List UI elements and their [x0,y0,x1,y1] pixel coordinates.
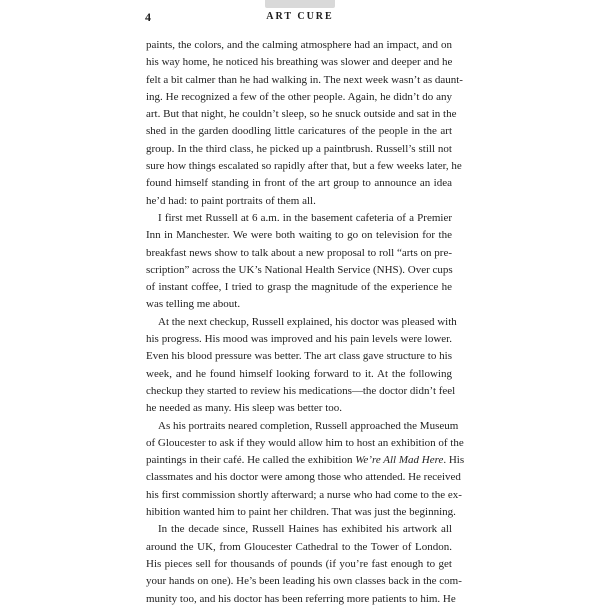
text-line: of Gloucester to ask if they would allow him to host an exhibition of the [146,436,464,449]
text-line: sure how things escalated so rapidly after that, but a few weeks later, he [146,160,462,173]
text-line: felt a bit calmer than he had walking in. The next week wasn’t as daunt- [146,73,463,86]
text-line: week, and he found himself looking forward to it. At the following [146,367,452,380]
paragraph [146,314,457,418]
text-line: around the UK, from Gloucester Cathedral to the Tower of London. [146,540,452,553]
text-line: breakfast news show to talk about a new proposal to roll “arts on pre- [146,246,452,259]
text-line: your hands on one). He’s been leading his own classes back in the com- [146,575,462,588]
paragraph [146,37,463,210]
text-line: checkup they started to review his medications—the doctor didn’t feel [146,384,456,397]
exhibition-title: We’re All Mad Here [355,454,444,467]
text-line: His pieces sell for thousands of pounds (if you’re fast enough to get [146,557,452,570]
text-line: was telling me about. [146,298,241,311]
text-line: Even his blood pressure was better. The art class gave structure to his [146,350,452,363]
text-line: ing. He recognized a few of the other people. Again, he didn’t do any [146,90,452,103]
text-line: munity too, and his doctor has been referring more patients to him. He [146,592,456,605]
text-line: scription” across the UK’s National Health Service (NHS). Over cups [146,263,453,276]
text-line: As his portraits neared completion, Russell approached the Museum [158,419,459,432]
page-number: 4 [145,10,152,24]
text-line: his progress. His mood was improved and his pain levels were lower. [146,333,452,346]
text-line: shed in the garden doodling little caricatures of the people in the art [146,125,452,138]
text-line: hibition wanted him to paint her children. That was just the beginning. [146,506,456,519]
paragraph [146,418,465,522]
text-line: classmates and his doctor were among those who attended. He received [146,471,461,484]
text-line: art. But that night, he couldn’t sleep, so he snuck outside and sat in the [146,108,457,121]
running-head: ART CURE [266,11,334,22]
text-line: his way home, he noticed his breathing was slower and deeper and he [146,56,453,69]
text-line: paints, the colors, and the calming atmosphere had an impact, and on [146,39,452,51]
top-edge-mark [265,0,335,8]
text-line: found himself standing in front of the art group to announce an idea [146,177,452,190]
text-segment: paintings in their café. He called the exhibition [146,454,356,467]
text-line: I first met Russell at 6 a.m. in the basement cafeteria of a Premier [158,211,452,224]
body-text [146,37,465,608]
text-segment: . His [443,454,465,467]
paragraph [146,521,462,607]
text-line: of instant coffee, I tried to grasp the magnitude of the experience he [146,281,452,294]
paragraph [146,210,452,314]
text-line: group. In the third class, he picked up a paintbrush. Russell’s still not [146,142,452,155]
text-line [146,452,465,469]
text-line: In the decade since, Russell Haines has exhibited his artwork all [158,523,452,536]
text-line: his first commission shortly afterward; a nurse who had come to the ex- [146,488,462,501]
text-line: he’d had: to paint portraits of them all. [146,194,316,207]
text-line: At the next checkup, Russell explained, his doctor was pleased with [158,315,457,328]
text-line: he needed as many. His sleep was better too. [146,402,343,415]
text-line: Inn in Manchester. We were both waiting to go on television for the [146,229,452,242]
